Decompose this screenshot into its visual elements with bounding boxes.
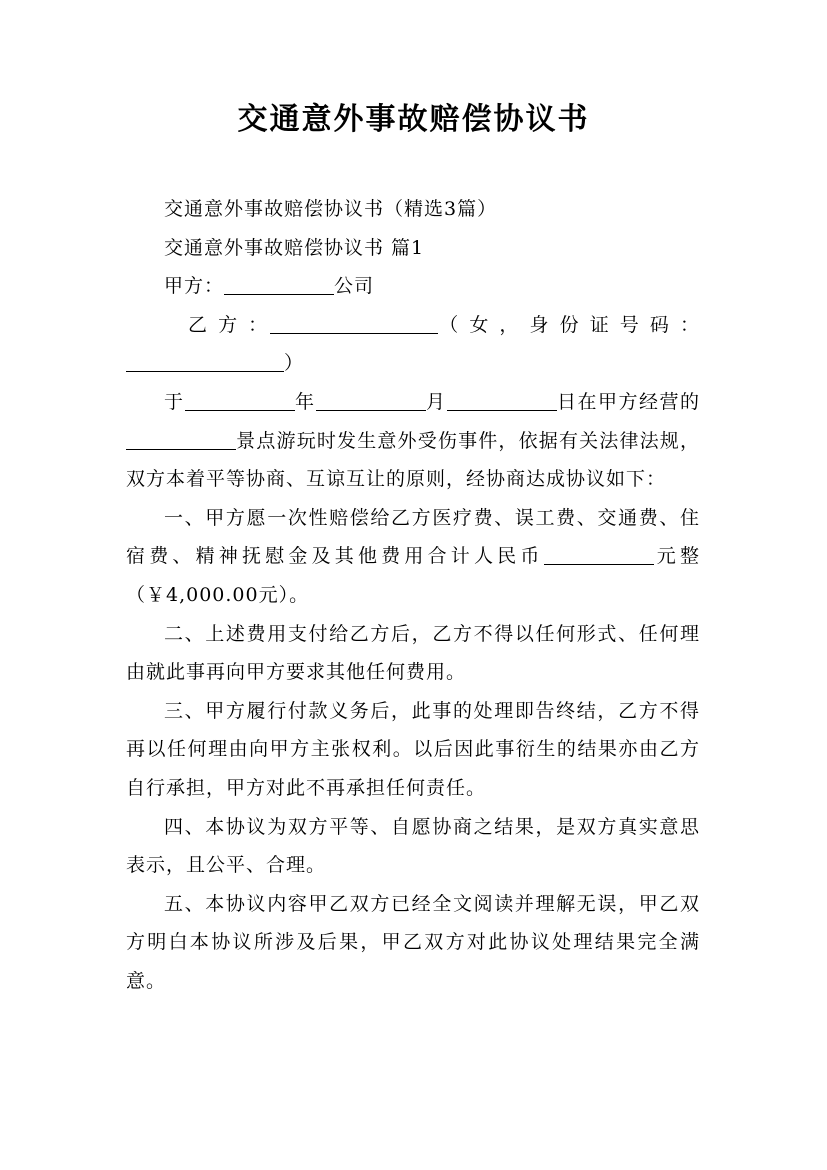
party-b-id-blank	[126, 349, 284, 372]
party-a-blank	[224, 272, 334, 295]
month-blank	[316, 388, 426, 411]
year-blank	[185, 388, 295, 411]
party-b-mid: （ 女 ， 身 份 证 号 码 ：	[437, 313, 700, 336]
date-ri: 日在甲方经营	[556, 390, 680, 413]
date-paragraph	[126, 383, 700, 499]
amount-blank	[544, 542, 654, 565]
place-blank	[126, 427, 236, 450]
clause-3: 三、甲方履行付款义务后，此事的处理即告终结，乙方不得再以任何理由向甲方主张权利。以后因此事衍生的结果亦由乙方自行承担，甲方对此不再承担任何责任。	[126, 699, 700, 799]
date-nian: 年	[294, 390, 316, 413]
date-de: 的	[679, 390, 700, 413]
party-a-suffix: 公司	[334, 275, 375, 298]
party-b-label: 乙 方 ：	[188, 313, 270, 336]
clause-5: 五、本协议内容甲乙双方已经全文阅读并理解无误，甲乙双方明白本协议所涉及后果，甲乙双方对此协议处理结果完全满意。	[126, 892, 700, 992]
date-yue: 月	[425, 390, 447, 413]
party-b-name-blank	[270, 311, 438, 334]
section-heading: 交通意外事故赔偿协议书 篇1	[164, 236, 425, 259]
document-title: 交通意外事故赔偿协议书	[237, 102, 590, 137]
date-yu: 于	[164, 390, 185, 413]
clause-1	[126, 499, 700, 615]
party-b-line	[126, 306, 700, 345]
day-blank	[447, 388, 557, 411]
subtitle: 交通意外事故赔偿协议书（精选3篇）	[164, 198, 498, 220]
party-b-close: ）	[284, 352, 305, 375]
date-rest: 景点游玩时发生意外受伤事件，依据有关法律法规，双方本着平等协商、互谅互让的原则，经协商达成协议如下：	[126, 429, 700, 491]
clause-4: 四、本协议为双方平等、自愿协商之结果，是双方真实意思表示，且公平、合理。	[126, 815, 700, 877]
clause-1-text: 一、甲方愿一次性赔偿给乙方医疗费、误工费、交通费、住宿费、精神抚慰金及其他费用合计人民币	[126, 506, 700, 568]
party-a-label: 甲方：	[164, 275, 225, 298]
clause-2: 二、上述费用支付给乙方后，乙方不得以任何形式、任何理由就此事再向甲方要求其他任何费用。	[126, 622, 700, 684]
document-body	[126, 190, 700, 1000]
party-b-id-line	[126, 344, 700, 383]
clause-1-amount: 元整（￥4,000.00元）。	[126, 545, 700, 606]
party-a-line	[126, 267, 700, 306]
